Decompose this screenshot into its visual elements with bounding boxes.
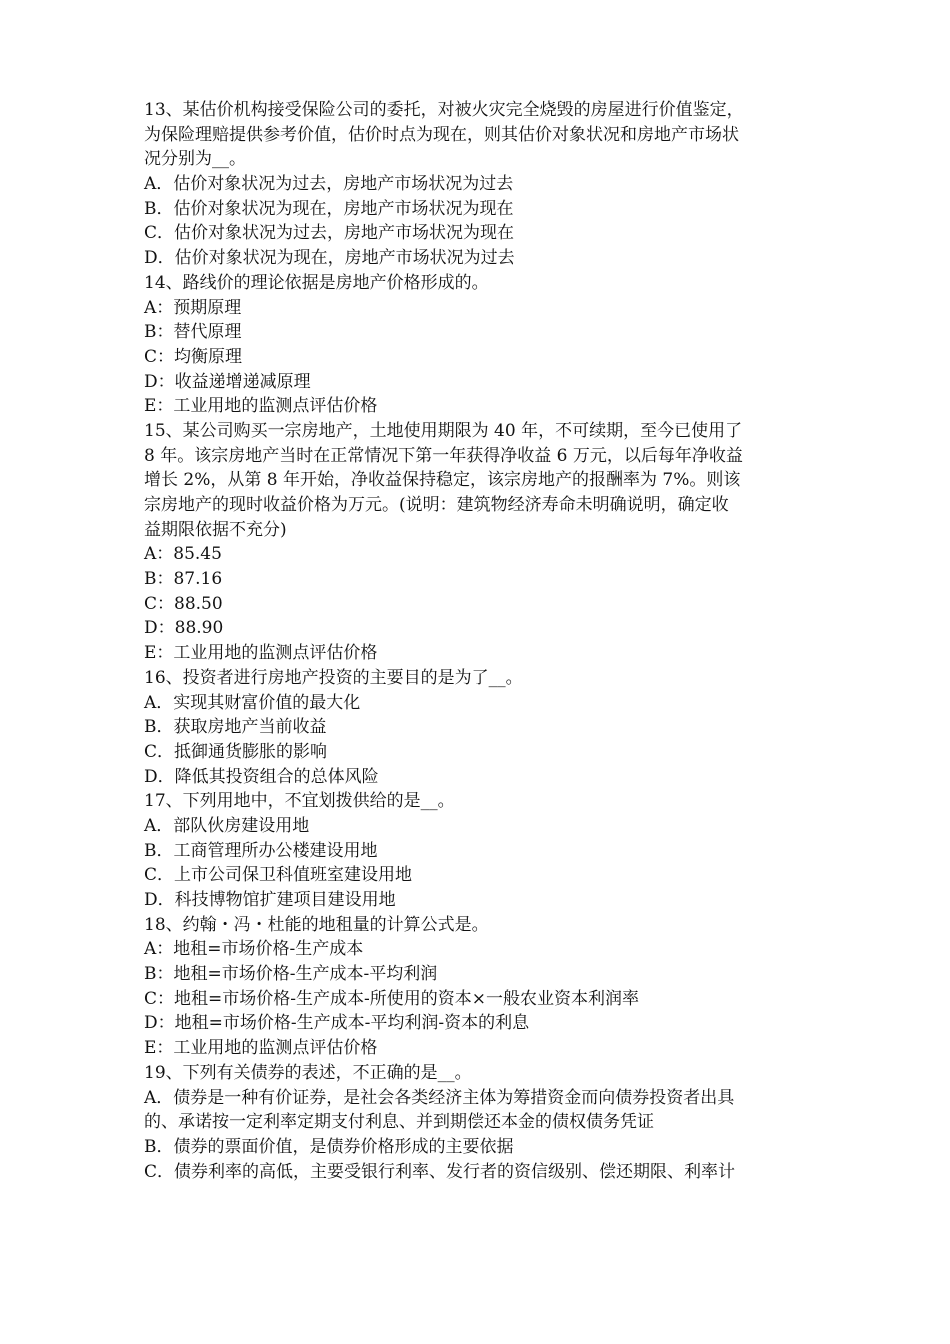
text-line: D．降低其投资组合的总体风险 [144, 766, 379, 787]
text-line: E：工业用地的监测点评估价格 [144, 643, 378, 664]
text-line: 17、下列用地中，不宜划拨供给的是__。 [144, 791, 455, 812]
text-line: 的、承诺按一定利率定期支付利息、并到期偿还本金的债权债务凭证 [144, 1112, 654, 1133]
text-line: D．估价对象状况为现在，房地产市场状况为过去 [144, 248, 515, 269]
text-line: 16、投资者进行房地产投资的主要目的是为了__。 [144, 667, 523, 688]
text-line: C．债券利率的高低，主要受银行利率、发行者的资信级别、偿还期限、利率计 [144, 1161, 736, 1182]
text-line: 况分别为__。 [144, 149, 246, 170]
text-line: C：均衡原理 [144, 346, 243, 367]
text-line: 18、约翰・冯・杜能的地租量的计算公式是。 [144, 914, 489, 935]
text-line: A：地租=市场价格-生产成本 [144, 939, 364, 960]
text-line: 13、某估价机构接受保险公司的委托，对被火灾完全烧毁的房屋进行价值鉴定， [144, 100, 744, 120]
text-line: E：工业用地的监测点评估价格 [144, 1038, 378, 1059]
text-line: A：预期原理 [144, 297, 242, 318]
text-line: B：87.16 [144, 569, 223, 590]
text-line: C：88.50 [144, 593, 223, 614]
document-body [144, 98, 814, 1184]
text-line: 19、下列有关债券的表述，不正确的是__。 [144, 1062, 472, 1083]
text-line: A．实现其财富价值的最大化 [144, 692, 361, 713]
text-line: 8 年。该宗房地产当时在正常情况下第一年获得净收益 6 万元，以后每年净收益 [144, 445, 743, 466]
text-line: A：85.45 [144, 544, 222, 565]
text-line: 14、路线价的理论依据是房地产价格形成的。 [144, 272, 489, 293]
text-line: C．估价对象状况为过去，房地产市场状况为现在 [144, 223, 515, 244]
text-line: E：工业用地的监测点评估价格 [144, 396, 378, 417]
text-line: B：地租=市场价格-生产成本-平均利润 [144, 964, 438, 985]
text-line: C．上市公司保卫科值班室建设用地 [144, 865, 413, 886]
text-line: C：地租=市场价格-生产成本-所使用的资本×一般农业资本利润率 [144, 988, 639, 1009]
text-line: D：收益递增递减原理 [144, 371, 311, 392]
text-line: 增长 2%，从第 8 年开始，净收益保持稳定，该宗房地产的报酬率为 7%。则该 [144, 470, 741, 491]
text-line: 益期限依据不充分) [144, 519, 287, 540]
text-line: 宗房地产的现时收益价格为万元。(说明：建筑物经济寿命未明确说明，确定收 [144, 495, 729, 515]
text-line: B．估价对象状况为现在，房地产市场状况为现在 [144, 198, 514, 219]
text-line: B．工商管理所办公楼建设用地 [144, 840, 378, 861]
text-line: B．获取房地产当前收益 [144, 717, 327, 738]
text-line: A．部队伙房建设用地 [144, 815, 310, 836]
text-line: A．债券是一种有价证券，是社会各类经济主体为筹措资金而向债券投资者出具 [144, 1087, 735, 1108]
text-line: D：88.90 [144, 618, 224, 639]
text-line: D．科技博物馆扩建项目建设用地 [144, 890, 396, 910]
text-line: B．债券的票面价值，是债券价格形成的主要依据 [144, 1136, 514, 1157]
text-line: D：地租=市场价格-生产成本-平均利润-资本的利息 [144, 1013, 530, 1034]
text-line: C．抵御通货膨胀的影响 [144, 741, 328, 762]
text-line: 15、某公司购买一宗房地产，土地使用期限为 40 年，不可续期，至今已使用了 [144, 420, 743, 441]
text-line: B：替代原理 [144, 322, 242, 343]
text-line: 为保险理赔提供参考价值，估价时点为现在，则其估价对象状况和房地产市场状 [144, 124, 739, 145]
text-line: A．估价对象状况为过去，房地产市场状况为过去 [144, 174, 514, 195]
